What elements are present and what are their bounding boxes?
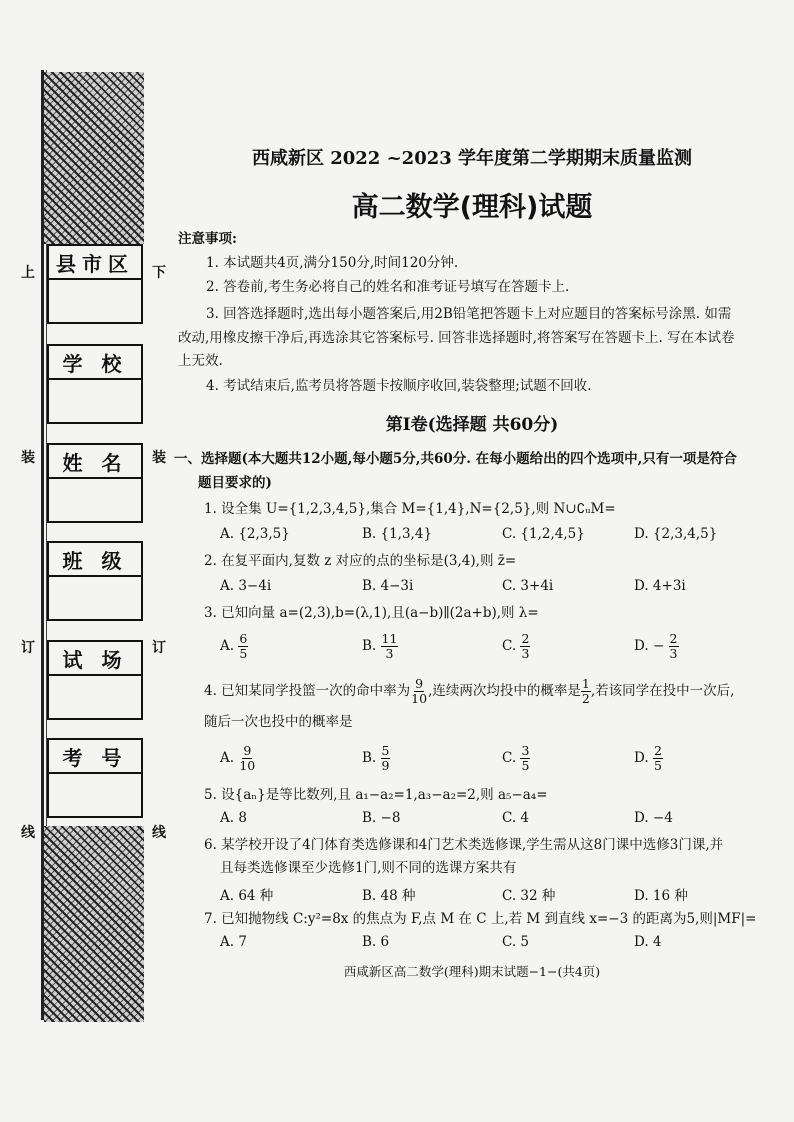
numerator: 9 <box>243 743 252 758</box>
notice-line: 4. 考试结束后,监考员将答题卡按顺序收回,装袋整理;试题不回收. <box>206 378 592 394</box>
q3-option-c <box>502 632 530 661</box>
option-label: A. <box>220 750 235 766</box>
q2-option-b: B. 4−3i <box>362 578 414 594</box>
q6-option-b: B. 48 种 <box>362 888 416 904</box>
question-2-stem: 2. 在复平面内,复数 z 对应的点的坐标是(3,4),则 z̄= <box>204 553 517 569</box>
q2-option-a: A. 3−4i <box>220 578 272 594</box>
denominator: 10 <box>239 758 256 773</box>
q7-option-b: B. 6 <box>362 934 390 950</box>
q7-option-c: C. 5 <box>502 934 530 950</box>
side-char: 线 <box>152 825 166 841</box>
option-label: D. <box>634 750 649 766</box>
q3-option-a <box>220 632 248 661</box>
q1-option-d: D. {2,3,4,5} <box>634 526 718 542</box>
option-label: B. <box>362 750 377 766</box>
exam-title: 高二数学(理科)试题 <box>351 192 593 223</box>
q3-option-b <box>362 632 398 661</box>
denominator: 5 <box>239 646 248 661</box>
question-1-stem: 1. 设全集 U={1,2,3,4,5},集合 M={1,4},N={2,5},则 N∪∁ᵤM= <box>204 501 616 517</box>
fraction <box>381 632 399 661</box>
q6-option-d: D. 16 种 <box>634 888 688 904</box>
denominator: 3 <box>669 646 678 661</box>
numerator: 1 <box>581 676 590 691</box>
field-label: 考 号 <box>49 740 141 774</box>
question-6-stem-line2: 且每类选修课至少选修1门,则不同的选课方案共有 <box>220 860 517 876</box>
denominator: 3 <box>385 646 394 661</box>
q1-option-b: B. {1,3,4} <box>362 526 433 542</box>
side-char: 上 <box>21 265 35 281</box>
numerator: 6 <box>239 631 248 646</box>
field-class[interactable] <box>47 541 143 621</box>
side-char: 下 <box>152 265 166 281</box>
numerator: 5 <box>381 743 390 758</box>
stem-text: 4. 已知某同学投篮一次的命中率为 <box>204 683 411 699</box>
question-4-stem-line2: 随后一次也投中的概率是 <box>204 714 353 730</box>
field-exam-number[interactable] <box>47 738 143 818</box>
section-intro: 题目要求的) <box>198 475 272 491</box>
question-7-stem: 7. 已知抛物线 C:y²=8x 的焦点为 F,点 M 在 C 上,若 M 到直线 x=−3 的距离为5,则|MF|= <box>204 911 757 927</box>
numerator: 3 <box>521 743 530 758</box>
denominator: 5 <box>521 758 530 773</box>
fraction <box>520 744 530 773</box>
fraction <box>238 744 256 773</box>
field-name[interactable] <box>47 443 143 523</box>
denominator: 9 <box>381 758 390 773</box>
q5-option-a: A. 8 <box>220 810 247 826</box>
fraction <box>238 632 248 661</box>
q5-option-d: D. −4 <box>634 810 673 826</box>
numerator: 11 <box>381 631 398 646</box>
stem-text: ,连续两次均投中的概率是 <box>428 683 581 699</box>
option-label: A. <box>220 638 235 654</box>
field-label: 县市区 <box>49 246 141 280</box>
option-label: B. <box>362 638 377 654</box>
fraction <box>410 677 428 706</box>
page-footer: 西咸新区高二数学(理科)期末试题−1−(共4页) <box>343 964 601 979</box>
numerator: 2 <box>669 631 678 646</box>
side-char: 线 <box>21 825 35 841</box>
denominator: 5 <box>653 758 662 773</box>
q4-option-a <box>220 744 256 773</box>
notice-line: 上无效. <box>178 353 223 369</box>
q4-option-d <box>634 744 663 773</box>
q4-option-c <box>502 744 530 773</box>
notice-line: 2. 答卷前,考生务必将自己的姓名和准考证号填写在答题卡上. <box>206 279 570 295</box>
stem-text: ,若该同学在投中一次后, <box>590 683 735 699</box>
question-5-stem: 5. 设{aₙ}是等比数列,且 a₁−a₂=1,a₃−a₂=2,则 a₅−a₄= <box>204 787 548 803</box>
field-label: 学 校 <box>49 346 141 380</box>
hatch-pattern-bottom <box>44 826 144 1022</box>
denominator: 10 <box>411 691 428 706</box>
side-char: 装 <box>152 450 166 466</box>
denominator: 2 <box>581 691 590 706</box>
fraction <box>653 744 663 773</box>
question-4-stem <box>204 676 734 706</box>
notice-line: 改动,用橡皮擦干净后,再选涂其它答案标号. 回答非选择题时,将答案写在答题卡上. 写在本试卷 <box>178 330 735 346</box>
hatch-pattern-top <box>44 72 144 244</box>
q7-option-a: A. 7 <box>220 934 247 950</box>
numerator: 9 <box>415 676 424 691</box>
side-char: 订 <box>152 640 166 656</box>
side-char: 订 <box>21 640 35 656</box>
field-label: 班 级 <box>49 543 141 577</box>
option-label: C. <box>502 750 517 766</box>
fraction <box>520 632 530 661</box>
q1-option-c: C. {1,2,4,5} <box>502 526 585 542</box>
minus-sign: − <box>652 638 665 654</box>
q2-option-d: D. 4+3i <box>634 578 686 594</box>
q6-option-c: C. 32 种 <box>502 888 556 904</box>
option-label: D. <box>634 638 649 654</box>
q5-option-c: C. 4 <box>502 810 530 826</box>
field-exam-room[interactable] <box>47 640 143 720</box>
numerator: 2 <box>521 631 530 646</box>
field-county[interactable] <box>47 244 143 324</box>
section-title: 第Ⅰ卷(选择题 共60分) <box>385 415 559 435</box>
q4-option-b <box>362 744 390 773</box>
option-label: C. <box>502 638 517 654</box>
field-label: 试 场 <box>49 642 141 676</box>
notice-line: 1. 本试题共4页,满分150分,时间120分钟. <box>206 255 459 271</box>
fraction <box>669 632 679 661</box>
q3-option-d <box>634 632 679 661</box>
denominator: 3 <box>521 646 530 661</box>
notice-heading: 注意事项: <box>178 231 237 247</box>
field-school[interactable] <box>47 344 143 424</box>
q1-option-a: A. {2,3,5} <box>220 526 290 542</box>
fraction <box>581 677 591 706</box>
q2-option-c: C. 3+4i <box>502 578 554 594</box>
q7-option-d: D. 4 <box>634 934 662 950</box>
field-label: 姓 名 <box>49 445 141 479</box>
question-3-stem: 3. 已知向量 a=(2,3),b=(λ,1),且(a−b)∥(2a+b),则 λ= <box>204 605 539 621</box>
section-intro: 一、选择题(本大题共12小题,每小题5分,共60分. 在每小题给出的四个选项中,只有一项是符合 <box>174 451 737 467</box>
question-6-stem: 6. 某学校开设了4门体育类选修课和4门艺术类选修课,学生需从这8门课中选修3门课,并 <box>204 837 724 853</box>
exam-subtitle: 西咸新区 2022 ~2023 学年度第二学期期末质量监测 <box>251 148 693 169</box>
side-char: 装 <box>21 450 35 466</box>
q5-option-b: B. −8 <box>362 810 401 826</box>
notice-line: 3. 回答选择题时,选出每小题答案后,用2B铅笔把答题卡上对应题目的答案标号涂黑. 如需 <box>206 306 732 322</box>
numerator: 2 <box>653 743 662 758</box>
q6-option-a: A. 64 种 <box>220 888 274 904</box>
fraction <box>381 744 391 773</box>
